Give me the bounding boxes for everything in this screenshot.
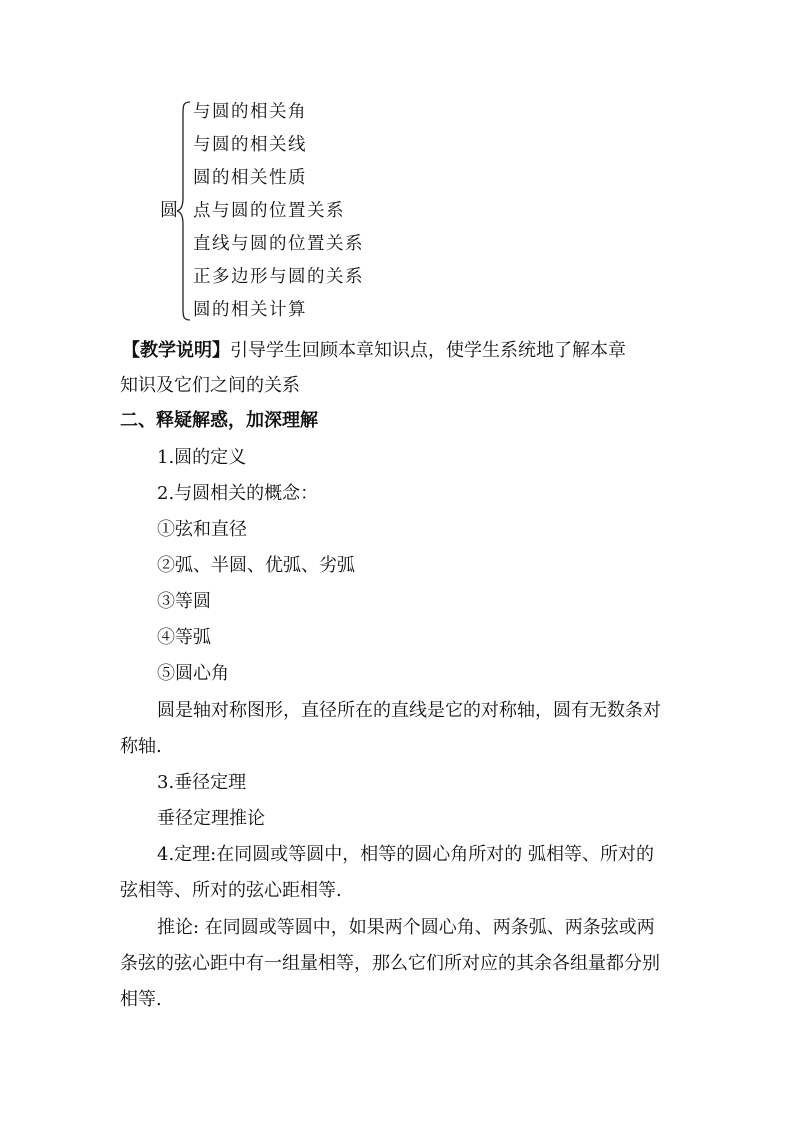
curly-brace-icon [176, 100, 192, 322]
outline-list [193, 98, 364, 329]
outline-item: 直线与圆的位置关系 [193, 234, 364, 254]
item-4-line-1: 4.定理:在同圆或等圆中，相等的圆心角所对的 弧相等、所对的 [157, 844, 654, 865]
outline-item: 正多边形与圆的关系 [193, 267, 364, 287]
corollary-line-2: 条弦的弦心距中有一组量相等，那么它们所对应的其余各组量都分别 [120, 953, 660, 974]
item-3: 3.垂径定理 [157, 772, 247, 793]
symmetry-text-line-1: 圆是轴对称图形，直径所在的直线是它的对称轴，圆有无数条对 [157, 700, 661, 721]
outline-item: 与圆的相关线 [193, 135, 307, 155]
outline-item: 点与圆的位置关系 [193, 201, 345, 221]
item-3-sub: 垂径定理推论 [157, 808, 265, 829]
concept-item: ④等弧 [157, 627, 211, 648]
item-4-line-2: 弦相等、所对的弦心距相等. [120, 880, 342, 901]
outline-item: 圆的相关性质 [193, 168, 307, 188]
concept-item: ③等圆 [157, 591, 211, 612]
teaching-note-line [122, 337, 626, 365]
corollary-line-3: 相等. [120, 989, 162, 1010]
teaching-note-label: 【教学说明】 [122, 340, 230, 361]
corollary-line-1: 推论: 在同圆或等圆中，如果两个圆心角、两条弧、两条弦或两 [157, 917, 655, 938]
concept-item: ⑤圆心角 [157, 663, 229, 684]
item-1: 1.圆的定义 [157, 447, 247, 468]
teaching-note-line-2: 知识及它们之间的关系 [120, 375, 300, 396]
teaching-note-text: 引导学生回顾本章知识点，使学生系统地了解本章 [230, 340, 626, 361]
outline-item: 与圆的相关角 [193, 102, 307, 122]
outline-root-label: 圆 [160, 200, 178, 221]
concept-item: ②弧、半圆、优弧、劣弧 [157, 555, 355, 576]
section-heading: 二、释疑解惑，加深理解 [120, 410, 318, 431]
symmetry-text-line-2: 称轴. [120, 736, 162, 757]
concept-item: ①弦和直径 [157, 519, 247, 540]
outline-item: 圆的相关计算 [193, 300, 307, 320]
item-2: 2.与圆相关的概念： [157, 483, 319, 504]
